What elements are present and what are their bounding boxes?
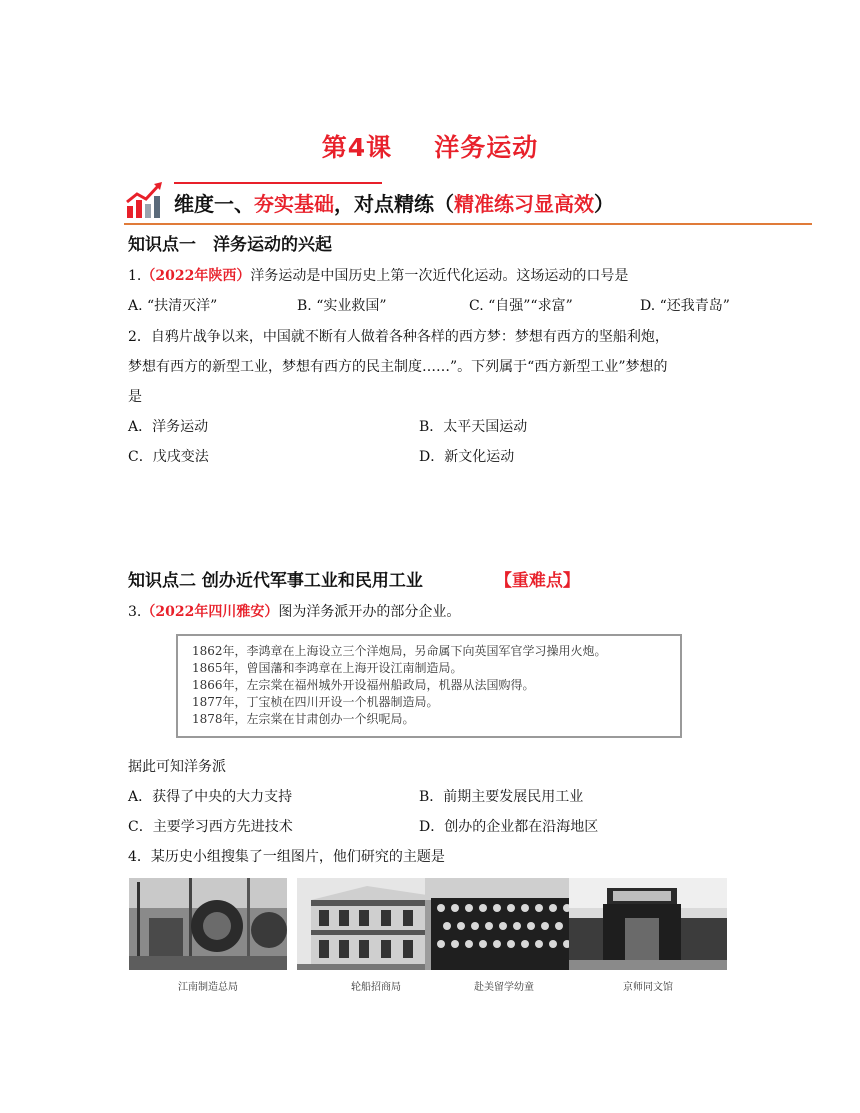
q2-option-d: D．新文化运动: [419, 449, 515, 465]
knowledge-point-1-title: 知识点一 洋务运动的兴起: [128, 235, 332, 255]
q1-option-a: A. “扶清灭洋”: [128, 298, 218, 314]
question-1: 1.（2022年陕西）洋务运动是中国历史上第一次近代化运动。这场运动的口号是: [128, 268, 629, 284]
q1-option-c: C. “自强”“求富”: [469, 298, 573, 314]
table-row: 1877年，丁宝桢在四川开设一个机器制造局。: [192, 695, 439, 709]
photo-caption: 轮船招商局: [351, 982, 401, 993]
table-row: 1866年，左宗棠在福州城外开设福州船政局，机器从法国购得。: [192, 678, 535, 692]
dimension-top-rule: [174, 182, 382, 184]
q3-option-d: D．创办的企业都在沿海地区: [419, 819, 599, 835]
question-2-line-1: 2．自鸦片战争以来，中国就不断有人做着各种各样的西方梦：梦想有西方的坚船利炮，: [128, 329, 669, 345]
key-difficulty-tag: 【重难点】: [494, 571, 580, 591]
q2-option-a: A．洋务运动: [128, 419, 209, 435]
photo-caption: 赴美留学幼童: [474, 982, 534, 993]
q3-option-a: A．获得了中央的大力支持: [128, 789, 293, 805]
q3-option-b: B．前期主要发展民用工业: [419, 789, 584, 805]
table-row: 1865年，曾国藩和李鸿章在上海开设江南制造局。: [192, 661, 463, 675]
dimension-underline: [124, 223, 812, 225]
lesson-title: [0, 128, 860, 164]
question-1-source: （2022年陕西）: [141, 268, 251, 284]
dimension-header: [124, 180, 812, 226]
enterprise-table: [176, 634, 682, 738]
question-4: 4．某历史小组搜集了一组图片，他们研究的主题是: [128, 849, 445, 865]
photo-students-in-america: [425, 878, 583, 970]
q1-option-d: D. “还我青岛”: [640, 298, 730, 314]
q2-option-c: C．戊戌变法: [128, 449, 209, 465]
knowledge-point-2-title: 知识点二 创办近代军事工业和民用工业 【重难点】: [128, 571, 580, 591]
photo-caption: 江南制造总局: [178, 982, 238, 993]
photo-tongwen-guan: [569, 878, 727, 970]
question-3: 3.（2022年四川雅安）图为洋务派开办的部分企业。: [128, 604, 461, 620]
lesson-name: 洋务运动: [434, 133, 539, 162]
q2-option-b: B．太平天国运动: [419, 419, 528, 435]
bar-chart-trend-icon: [124, 180, 164, 220]
question-2-line-3: 是: [128, 389, 142, 405]
table-row: 1878年，左宗棠在甘肃创办一个织呢局。: [192, 712, 415, 726]
q1-option-b: B. “实业救国”: [297, 298, 387, 314]
question-3-source: （2022年四川雅安）: [141, 604, 279, 620]
lesson-number: 第4课: [321, 133, 393, 162]
table-row: 1862年，李鸿章在上海设立三个洋炮局，另命属下向英国军官学习操用火炮。: [192, 644, 607, 658]
q3-option-c: C．主要学习西方先进技术: [128, 819, 293, 835]
dimension-title: 维度一、夯实基础，对点精练（精准练习显高效）: [174, 192, 614, 216]
photo-jiangnan-arsenal: [129, 878, 287, 970]
photo-caption: 京师同文馆: [623, 982, 673, 993]
question-3-lead: 据此可知洋务派: [128, 759, 226, 775]
question-2-line-2: 梦想有西方的新型工业，梦想有西方的民主制度……”。下列属于“西方新型工业”梦想的: [128, 359, 668, 375]
